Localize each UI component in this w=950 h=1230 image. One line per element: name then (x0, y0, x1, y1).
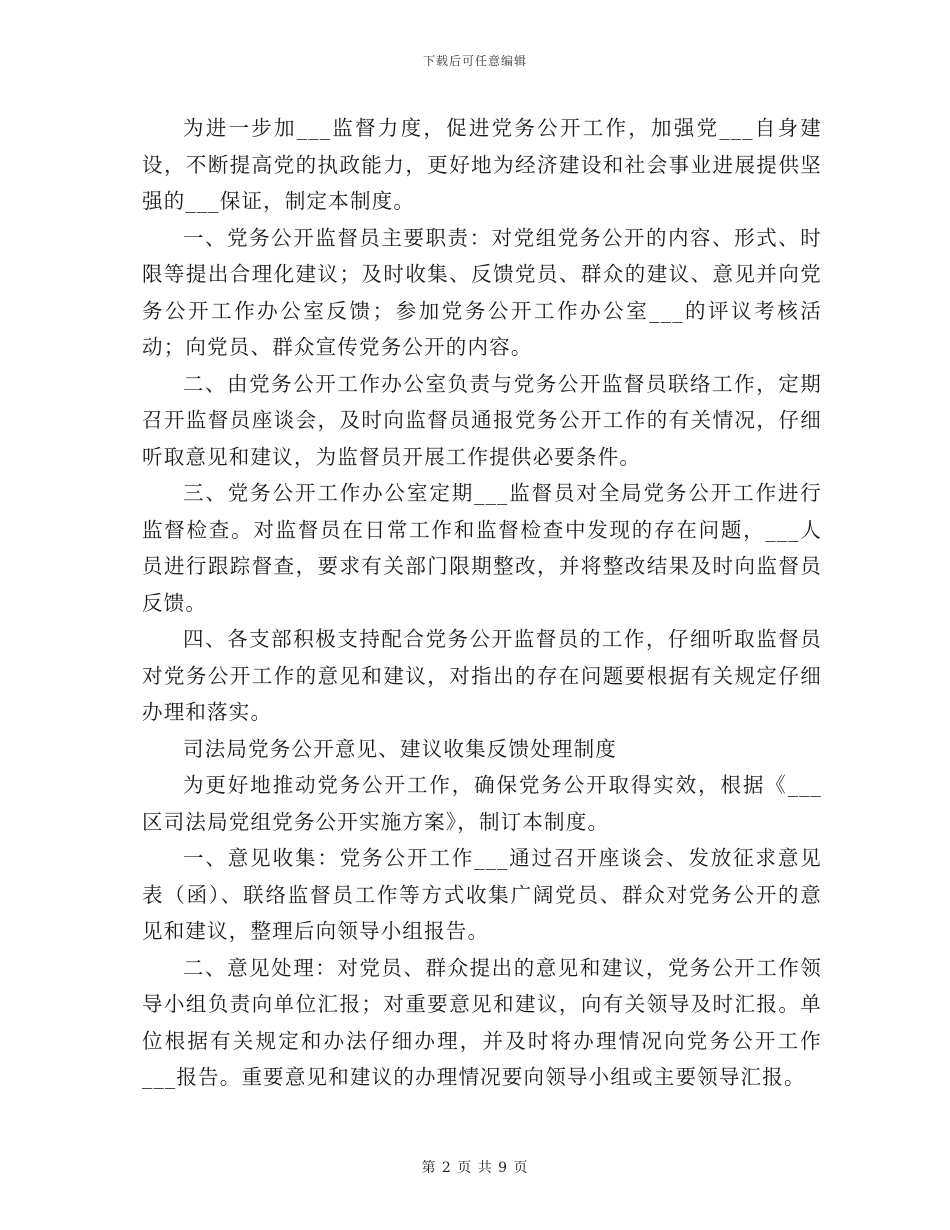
paragraph-inspection: 三、党务公开工作办公室定期___监督员对全局党务公开工作进行监督检查。对监督员在日常工作和监督检查中发现的存在问题，___人员进行跟踪督查，要求有关部门限期整改，并将整改结果及时向监督员反馈。 (142, 481, 822, 615)
document-body (142, 110, 822, 1096)
paragraph-handling: 二、意见处理：对党员、群众提出的意见和建议，党务公开工作领导小组负责向单位汇报；对重要意见和建议，向有关领导及时汇报。单位根据有关规定和办法仔细办理，并及时将办理情况向党务公开工作___报告。重要意见和建议的办理情况要向领导小组或主要领导汇报。 (142, 955, 822, 1089)
page-header: 下载后可任意编辑 (422, 54, 527, 68)
paragraph-liaison: 二、由党务公开工作办公室负责与党务公开监督员联络工作，定期召开监督员座谈会，及时向监督员通报党务公开工作的有关情况，仔细听取意见和建议，为监督员开展工作提供必要条件。 (142, 371, 822, 469)
paragraph-support: 四、各支部积极支持配合党务公开监督员的工作，仔细听取监督员对党务公开工作的意见和建议，对指出的存在问题要根据有关规定仔细办理和落实。 (142, 627, 822, 724)
paragraph-intro: 为进一步加___监督力度，促进党务公开工作，加强党___自身建设，不断提高党的执政能力，更好地为经济建设和社会事业进展提供坚强的___保证，制定本制度。 (142, 116, 822, 213)
paragraph-purpose: 为更好地推动党务公开工作，确保党务公开取得实效，根据《___区司法局党组党务公开实施方案》，制订本制度。 (142, 773, 822, 834)
paragraph-duties: 一、党务公开监督员主要职责：对党组党务公开的内容、形式、时限等提出合理化建议；及时收集、反馈党员、群众的建议、意见并向党务公开工作办公室反馈；参加党务公开工作办公室___的评议考核活动；向党员、群众宣传党务公开的内容。 (142, 225, 822, 359)
page-footer: 第 2 页 共 9 页 (421, 1160, 529, 1176)
paragraph-collection: 一、意见收集：党务公开工作___通过召开座谈会、发放征求意见表（函）、联络监督员工作等方式收集广阔党员、群众对党务公开的意见和建议，整理后向领导小组报告。 (142, 846, 822, 943)
section-title: 司法局党务公开意见、建议收集反馈处理制度 (183, 736, 617, 761)
